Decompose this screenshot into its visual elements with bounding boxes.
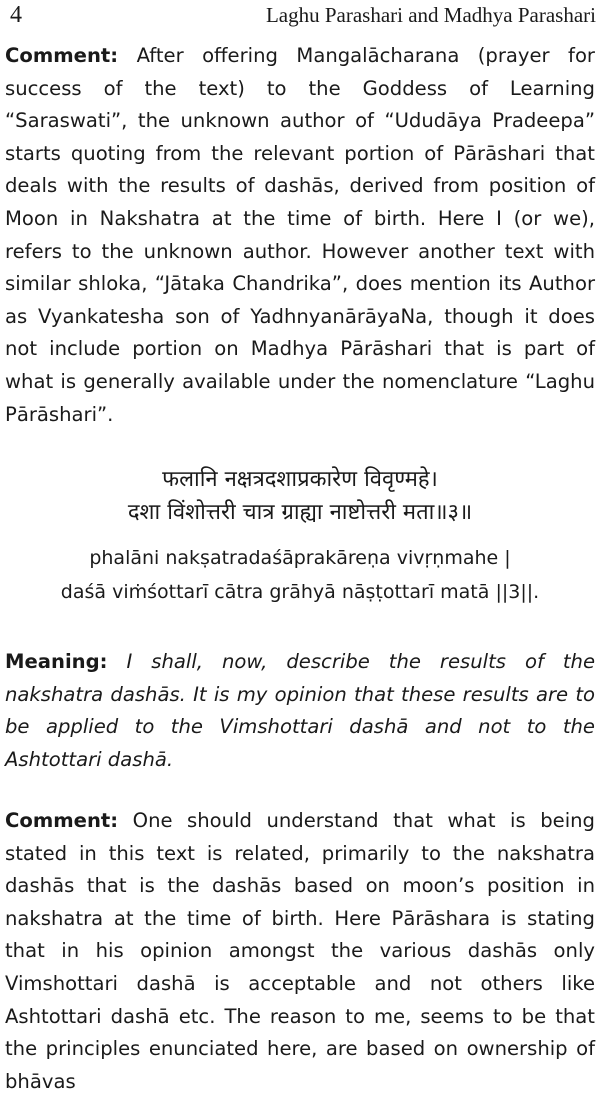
transliteration-line-1: phalāni nakṣatradaśāprakāreṇa vivṛṇmahe | [89, 547, 511, 569]
comment-text: One should understand that what is being stated in this text is related, primarily to the nakshatra dashās that is the dashās based on moon’s position in nakshatra at the time of birth. Here Pārāshara is stating that in his opinion amongst the various dashās only Vimshottari dashā is acceptable and not others like Ashtottari dashā etc. The reason to me, seems to be that the principles enunciated here, are based on ownership of bhāvas [5, 809, 595, 1093]
verse-line-1: फलानि नक्षत्रदशाप्रकारेण विवृण्महे। [162, 467, 438, 492]
sanskrit-verse [0, 463, 600, 529]
comment-text: After offering Mangalācharana (prayer for success of the text) to the Goddess of Learning “Saraswati”, the unknown author of “Ududāya Pradeepa” starts quoting from the relevant portion of Pārāshari that deals with the results of dashās, derived from position of Moon in Nakshatra at the time of birth. Here I (or we), refers to the unknown author. However another text with similar shloka, “Jātaka Chandrika”, does mention its Author as Vyankatesha son of YadhnyanārāyaNa, though it does not include portion on Madhya Pārāshari that is part of what is generally available under the nomenclature “Laghu Pārāshari”. [5, 44, 595, 426]
page-number: 4 [10, 2, 22, 28]
meaning-label: Meaning: [5, 650, 108, 673]
comment-label: Comment: [5, 809, 119, 832]
verse-transliteration [0, 541, 600, 609]
comment-paragraph-2 [5, 805, 595, 1098]
comment-paragraph-1 [5, 40, 595, 431]
verse-line-2: दशा विंशोत्तरी चात्र ग्राह्या नाष्टोत्तरी मता॥३॥ [127, 500, 473, 525]
comment-label: Comment: [5, 44, 119, 67]
transliteration-line-2: daśā viṁśottarī cātra grāhyā nāṣṭottarī matā ||3||. [60, 581, 540, 603]
running-title: Laghu Parashari and Madhya Parashari [265, 3, 596, 27]
meaning-text: I shall, now, describe the results of the nakshatra dashās. It is my opinion that these results are to be applied to the Vimshottari dashā and not to the Ashtottari dashā. [5, 650, 595, 771]
meaning-paragraph [5, 646, 595, 776]
running-header [0, 0, 600, 34]
